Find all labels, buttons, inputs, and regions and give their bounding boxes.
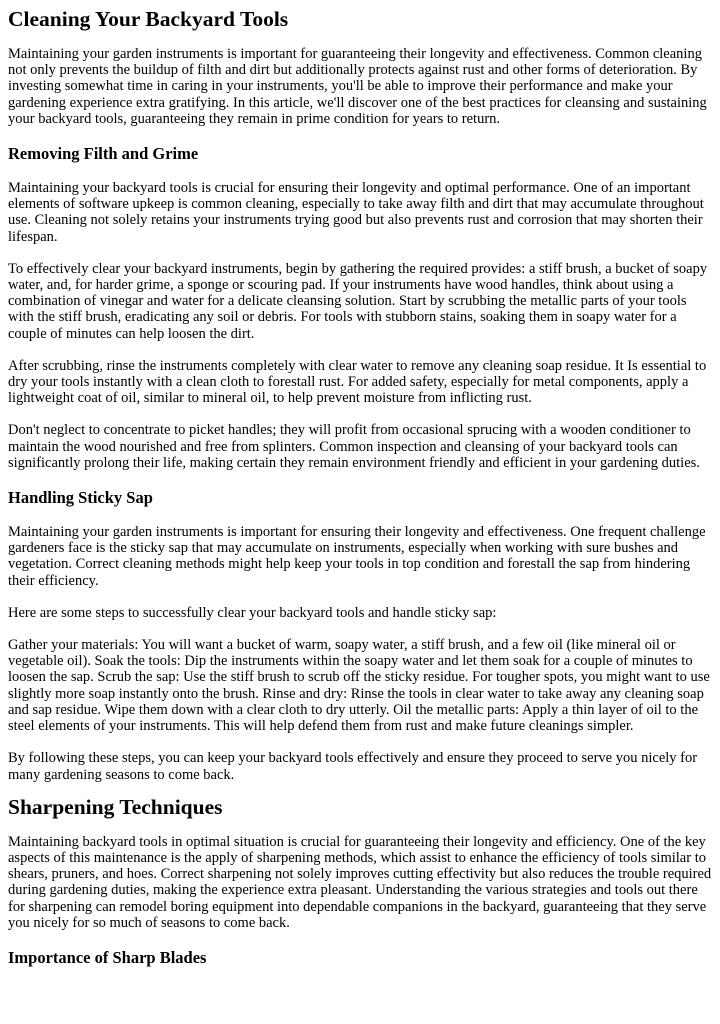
article-page: [0, 7, 720, 968]
paragraph: Maintaining your garden instruments is important for ensuring their longevity and effectiveness. One frequent challenge gardeners face is the sticky sap that may accumulate on instruments, especially when working with sure bushes and vegetation. Correct cleaning methods might help keep your tools in top condition and forestall the sap from hindering their efficiency.: [8, 524, 706, 589]
paragraph: By following these steps, you can keep your backyard tools effectively and ensure they proceed to serve you nicely for many gardening seasons to come back.: [8, 750, 698, 783]
paragraph: Gather your materials: You will want a bucket of warm, soapy water, a stiff brush, and a few oil (like mineral oil or vegetable oil). Soak the tools: Dip the instruments within the soapy water and let them soak for a couple of minutes to loosen the sap. Scrub the sap: Use the stiff brush to scrub off the sticky residue. For tougher spots, you might want to use slightly more soap instantly onto the brush. Rinse and dry: Rinse the tools in clear water to take away any cleaning soap and sap residue. Wipe them down with a clear cloth to dry utterly. Oil the metallic parts: Apply a thin layer of oil to the steel elements of your instruments. This will help defend them from rust and make future cleanings simpler.: [8, 637, 710, 735]
paragraph: Here are some steps to successfully clear your backyard tools and handle sticky sap:: [8, 604, 497, 621]
section-heading-removing-filth: Removing Filth and Grime: [8, 144, 199, 164]
second-article-intro: Maintaining backyard tools in optimal situation is crucial for guaranteeing their longevity and efficiency. One of the key aspects of this maintenance is the apply of sharpening methods, which assist to enhance the efficiency of tools similar to shears, pruners, and hoes. Correct sharpening not solely improves cutting effectivity but also reduces the trouble required during gardening duties, making the experience extra pleasant. Understanding the various strategies and tools out there for sharpening can remodel boring equipment into dependable companions in the backyard, guaranteeing that they serve you nicely for so much of seasons to come back.: [8, 833, 712, 931]
article-title: Cleaning Your Backyard Tools: [8, 7, 289, 31]
section-heading-sharp-blades: Importance of Sharp Blades: [8, 947, 207, 967]
paragraph: After scrubbing, rinse the instruments completely with clear water to remove any cleaning soap residue. It Is essential to dry your tools instantly with a clean cloth to forestall rust. For added safety, especially for metal components, apply a lightweight coat of oil, similar to mineral oil, to help prevent moisture from inflicting rust.: [8, 357, 707, 407]
second-article-title: Sharpening Techniques: [8, 794, 223, 819]
section-heading-sticky-sap: Handling Sticky Sap: [8, 488, 153, 508]
paragraph: Maintaining your backyard tools is crucial for ensuring their longevity and optimal performance. One of an important elements of software upkeep is common cleaning, especially to take away filth and dirt that may accumulate throughout use. Cleaning not solely retains your instruments trying good but also prevents rust and corrosion that may shorten their lifespan.: [8, 180, 704, 245]
paragraph: To effectively clear your backyard instruments, begin by gathering the required provides: a stiff brush, a bucket of soapy water, and, for harder grime, a sponge or scouring pad. If your instruments have wood handles, think about using a combination of vinegar and water for a delicate cleansing solution. Start by scrubbing the metallic parts of your tools with the stiff brush, eradicating any soil or debris. For tools with stubborn stains, soaking them in soapy water for a couple of minutes can help loosen the dirt.: [8, 260, 708, 342]
article-intro: Maintaining your garden instruments is important for guaranteeing their longevity and effectiveness. Common cleaning not only prevents the buildup of filth and dirt but additionally protects against rust and other forms of deterioration. By investing somewhat time in caring in your instruments, you'll be able to improve their performance and make your gardening experience extra gratifying. In this article, we'll discover one of the best practices for cleansing and sustaining your backyard tools, guaranteeing they remain in prime condition for years to return.: [8, 46, 707, 127]
paragraph: Don't neglect to concentrate to picket handles; they will profit from occasional sprucing with a wooden conditioner to maintain the wood nourished and free from splinters. Common inspection and cleansing of your backyard tools can significantly prolong their life, making certain they remain environment friendly and efficient in your gardening duties.: [8, 422, 700, 471]
